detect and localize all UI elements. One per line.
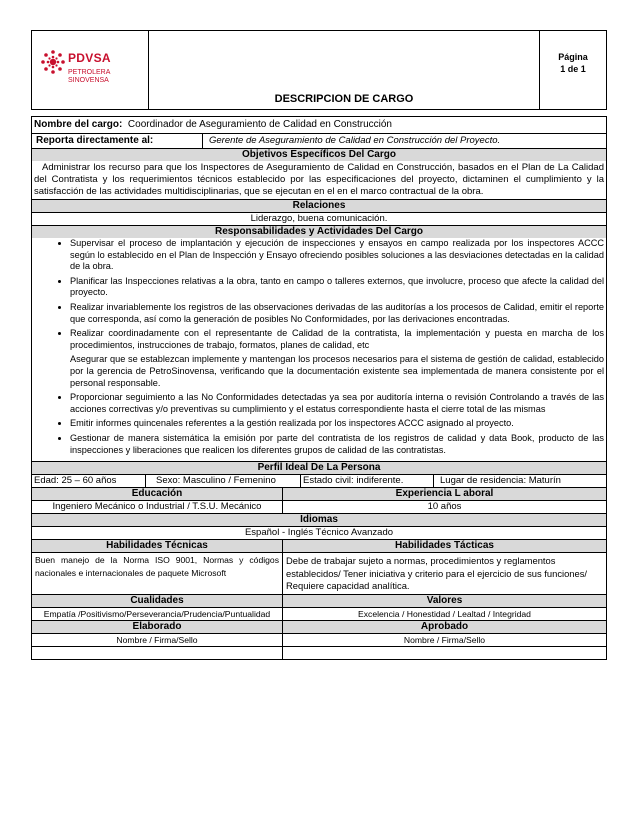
objectives-title: Objetivos Específicos Del Cargo (32, 148, 606, 161)
document-header (31, 30, 607, 110)
responsibility-item: • Realizar coordinadamente con el representante de Calidad de la contratista, la implementación y puesta en marcha de los procedimientos, instrucciones de trabajo, formatos, planes de calidad, etc (70, 328, 604, 351)
prepared-by-sub: Nombre / Firma/Sello (32, 633, 282, 646)
responsibilities-list (32, 238, 606, 461)
tactical-skills-value: Debe de trabajar sujeto a normas, procedimientos y reglamentos establecidos/ Tener iniciativa y criterio para el ejercicio de sus funciones/ Requiere capacidad analítica. (283, 552, 606, 594)
profile-title: Perfil Ideal De La Persona (32, 462, 606, 474)
tactical-skills-title: Habilidades Tácticas (283, 540, 606, 552)
document-title: DESCRIPCION DE CARGO (274, 93, 414, 105)
approved-by-signature[interactable] (283, 646, 606, 659)
responsibility-item: Asegurar que se establezcan implemente y mantengan los procesos necesarios para el sistema de gestión de calidad, establecido por la gerencia de PetroSinovensa, verificando que la documentación existente sea implementada de manera consistente por el personal responsable. (70, 354, 604, 388)
responsibility-item: • Emitir informes quincenales referentes a la gestión realizada por los inspectores ACCC asignado al proyecto. (70, 418, 604, 430)
approved-by-title: Aprobado (283, 621, 606, 633)
responsibility-item: • Realizar invariablemente los registros de las observaciones derivadas de las auditorías a los procesos de Calidad, emitir el reporte que corresponda, así como la generación de posibles No Conformidades, por las derivaciones encontradas. (70, 302, 604, 325)
age-field: Edad: 25 – 60 años (32, 475, 146, 487)
experience-title: Experiencia L aboral (283, 488, 606, 500)
experience-value: 10 años (283, 500, 606, 513)
job-name-row: Nombre del cargo: Coordinador de Aseguramiento de Calidad en Construcción (34, 119, 392, 130)
qualities-title: Cualidades (32, 595, 282, 607)
civil-status-field: Estado civil: indiferente. (301, 475, 434, 487)
profile-section (31, 462, 607, 660)
prepared-by-title: Elaborado (32, 621, 282, 633)
responsibility-item: • Planificar las Inspecciones relativas a la obra, tanto en campo o talleres externos, que involucre, proceso que afecte la calidad del proyecto. (70, 276, 604, 299)
objectives-text: Administrar los recurso para que los Inspectores de Aseguramiento de Calidad en Construcción, basados en el Plan de La Calidad del Contratista y los requerimientos técnicos establecido por las especificaciones del proyecto, dictaminen el cumplimiento y la satisfacción de las actividades multidisciplinarias, que se ejecutan en el en el marco contractual de la obra. (34, 162, 604, 197)
relations-text: Liderazgo, buena comunicación. (32, 212, 606, 225)
residence-field: Lugar de residencia: Maturín (440, 475, 561, 487)
sex-field: Sexo: Masculino / Femenino (146, 475, 301, 487)
languages-value: Español - Inglés Técnico Avanzado (32, 526, 606, 539)
pdvsa-sun-icon (40, 49, 66, 75)
approved-by-sub: Nombre / Firma/Sello (283, 633, 606, 646)
relations-title: Relaciones (32, 199, 606, 212)
brand-name: PDVSA (68, 51, 111, 65)
brand-subtitle: PETROLERA SINOVENSA (68, 69, 111, 84)
prepared-by-signature[interactable] (32, 646, 282, 659)
page-indicator: Página 1 de 1 (539, 31, 606, 109)
technical-skills-value: Buen manejo de la Norma ISO 9001, Normas y códigos nacionales e internacionales de paquete Microsoft (32, 552, 282, 581)
company-logo (32, 31, 149, 109)
values-title: Valores (283, 595, 606, 607)
reports-label: Reporta directamente al: (32, 134, 203, 148)
job-section (31, 116, 607, 462)
education-value: Ingeniero Mecánico o Industrial / T.S.U. Mecánico (32, 500, 282, 513)
document-page (31, 30, 607, 660)
responsibilities-title: Responsabilidades y Actividades Del Cargo (32, 225, 606, 238)
technical-skills-title: Habilidades Técnicas (32, 540, 282, 552)
responsibility-item: • Gestionar de manera sistemática la emisión por parte del contratista de los registros de calidad y data Book, producto de las inspecciones y liberaciones que realicen los diferentes grupos de calidad de las contratistas. (70, 433, 604, 456)
qualities-value: Empatía /Positivismo/Perseverancia/Prudencia/Puntualidad (32, 607, 282, 620)
reports-value: Gerente de Aseguramiento de Calidad en Construcción del Proyecto. (209, 135, 501, 146)
languages-title: Idiomas (32, 513, 606, 526)
values-value: Excelencia / Honestidad / Lealtad / Integridad (283, 607, 606, 620)
responsibility-item: • Proporcionar seguimiento a las No Conformidades detectadas ya sea por auditoría interna o revisión Controlando a través de las acciones correctivas y/o preventivas su cumplimiento y el estatus correspondiente hasta el cierre total de las mismas (70, 392, 604, 415)
responsibility-item: • Supervisar el proceso de implantación y ejecución de inspecciones y ensayos en campo realizada por los inspectores ACCC según lo establecido en el Plan de Inspección y Ensayo ofreciendo posibles soluciones a las desviaciones detectadas en la calidad de la obra. (70, 238, 604, 273)
education-title: Educación (32, 488, 282, 500)
